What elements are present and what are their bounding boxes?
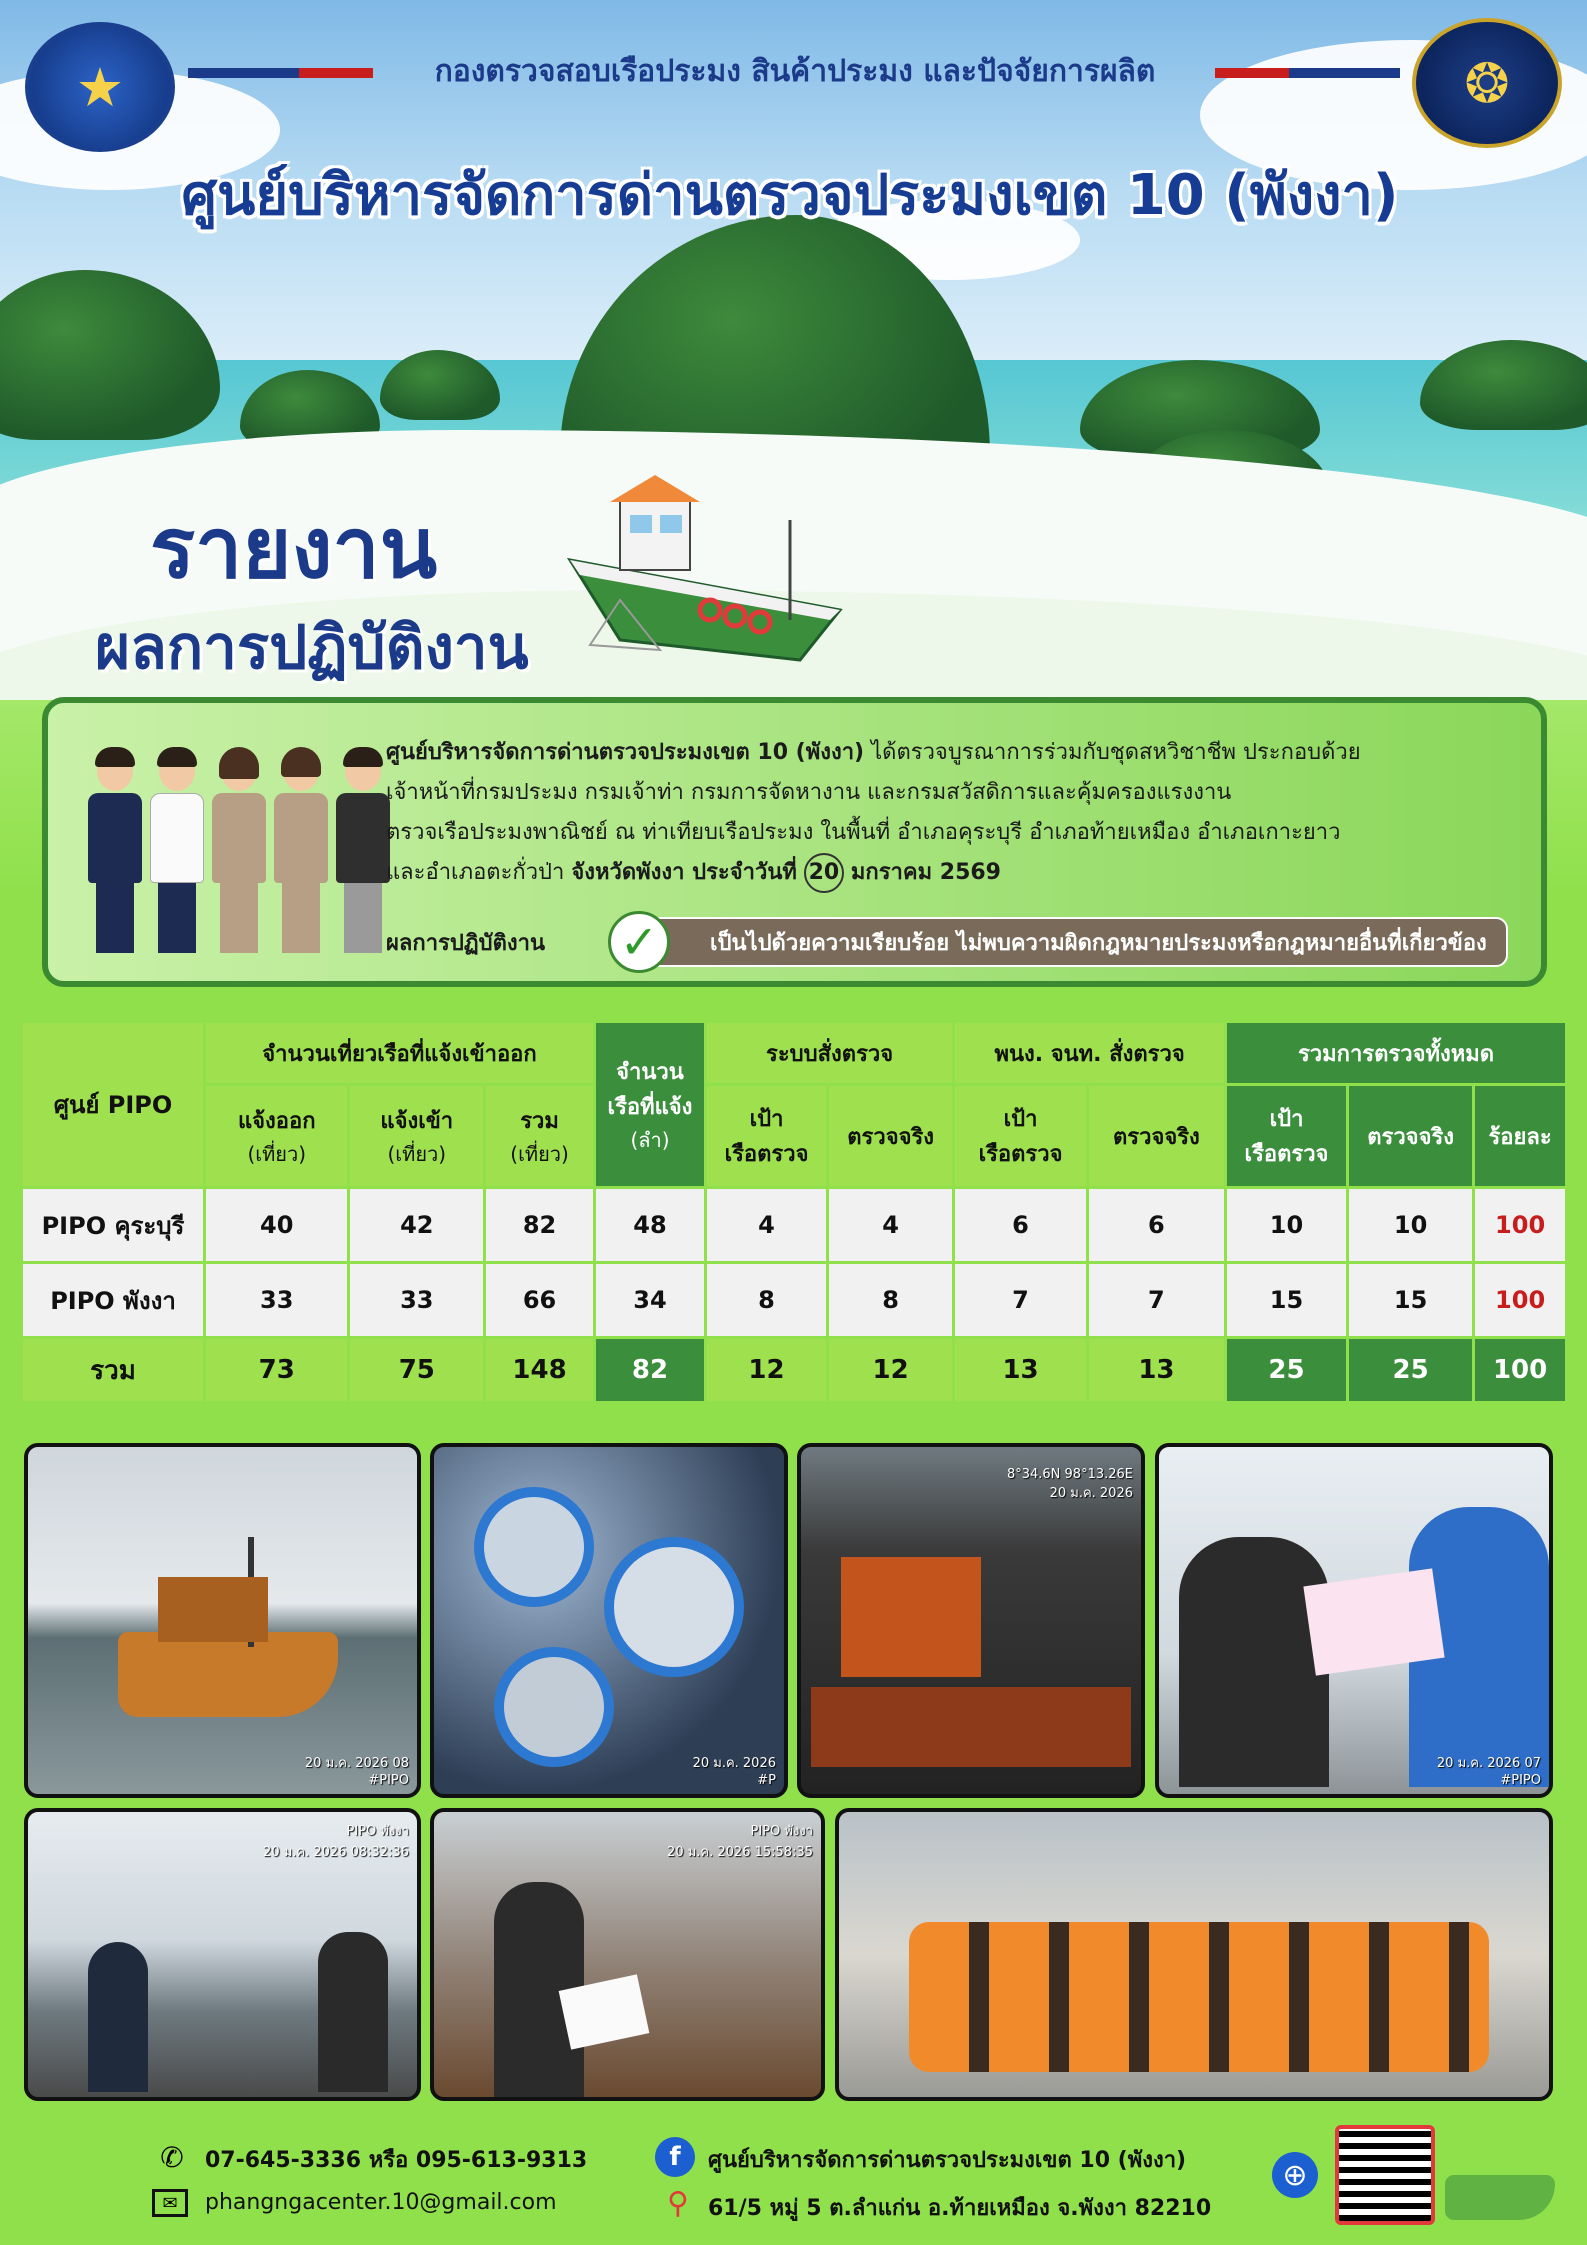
facebook-page[interactable]: ศูนย์บริหารจัดการด่านตรวจประมงเขต 10 (พังงา) [708, 2148, 1187, 2173]
table-total-row: รวม 73 75 148 82 12 12 13 13 25 25 100 [23, 1339, 1565, 1401]
header-scene [0, 0, 1587, 700]
globe-icon[interactable]: ⊕ [1272, 2152, 1318, 2198]
report-subtitle: ผลการปฏิบัติงาน [95, 613, 529, 683]
col-off-actual: ตรวจจริง [1089, 1086, 1224, 1186]
report-title: รายงาน [150, 498, 438, 597]
checkmark-icon: ✓ [608, 911, 670, 973]
multidisciplinary-team-illustration [88, 753, 408, 953]
photo-timestamp: 20 ม.ค. 2026 07 [1436, 1756, 1541, 1771]
photo-tag: 20 ม.ค. 2026 08:32:36 [263, 1845, 409, 1860]
inspection-stats-table [20, 1020, 1568, 1404]
person-figure [150, 751, 204, 953]
photo-timestamp: 20 ม.ค. 2026 08 [304, 1756, 409, 1771]
province-date: จังหวัดพังงา ประจำวันที่ [571, 860, 797, 885]
photo-tag: 20 ม.ค. 2026 [1049, 1486, 1133, 1501]
col-off-target: เป้า เรือตรวจ [955, 1086, 1086, 1186]
col-total: รวม (เที่ยว) [486, 1086, 593, 1186]
photo-timestamp: PIPO พังงา [750, 1824, 813, 1839]
photo-fish-baskets [430, 1443, 788, 1798]
col-center: ศูนย์ PIPO [23, 1023, 203, 1186]
info-box [42, 697, 1547, 987]
col-sys-actual: ตรวจจริง [829, 1086, 952, 1186]
photo-timestamp: 8°34.6N 98°13.26E [1006, 1467, 1133, 1482]
result-text: เป็นไปด้วยความเรียบร้อย ไม่พบความผิดกฎหมายประมงหรือกฎหมายอื่นที่เกี่ยวข้อง [648, 917, 1508, 967]
info-line1: ได้ตรวจบูรณาการร่วมกับชุดสหวิชาชีพ ประกอบด้วย [864, 740, 1361, 765]
divider-right [1215, 68, 1400, 78]
col-all: รวมการตรวจทั้งหมด [1227, 1023, 1565, 1083]
org-name: ศูนย์บริหารจัดการด่านตรวจประมงเขต 10 (พังงา) [386, 740, 865, 765]
qr-code-icon[interactable] [1335, 2125, 1435, 2225]
photo-tag: 20 ม.ค. 2026 15:58:35 [667, 1845, 813, 1860]
boat-watermark [1445, 2175, 1555, 2220]
location-pin-icon: ⚲ [667, 2185, 689, 2221]
divider-left [188, 68, 373, 78]
info-line4: และอำเภอตะกั่วป่า [386, 860, 572, 885]
photo-crew-lifejackets [835, 1808, 1553, 2101]
table-row: PIPO พังงา 33 33 66 34 8 8 7 7 15 15 100 [23, 1264, 1565, 1336]
fishery-inspection-badge-icon: ★ [25, 22, 175, 152]
result-label: ผลการปฏิบัติงาน [386, 931, 545, 956]
photo-document-check [1155, 1443, 1553, 1798]
person-figure [212, 751, 266, 953]
person-figure [274, 751, 328, 953]
email-icon: ✉ [152, 2189, 188, 2217]
col-officer: พนง. จนท. สั่งตรวจ [955, 1023, 1224, 1083]
photo-tag: #PIPO [1500, 1773, 1541, 1788]
day-circle: 20 [804, 853, 844, 893]
col-sys-target: เป้า เรือตรวจ [707, 1086, 826, 1186]
center-title: ศูนย์บริหารจัดการด่านตรวจประมงเขต 10 (พังงา) [181, 163, 1399, 228]
department-name: กองตรวจสอบเรือประมง สินค้าประมง และปัจจัยการผลิต [434, 54, 1156, 89]
email-address[interactable]: phangngacenter.10@gmail.com [205, 2190, 557, 2215]
col-boats: จำนวน เรือที่แจ้ง (ลำ) [596, 1023, 704, 1186]
photo-fishing-boat [24, 1443, 421, 1798]
person-figure [336, 751, 390, 953]
info-description [386, 733, 1536, 893]
facebook-icon: f [655, 2137, 695, 2177]
info-line2: เจ้าหน้าที่กรมประมง กรมเจ้าท่า กรมการจัดหางาน และกรมสวัสดิการและคุ้มครองแรงงาน [386, 780, 1232, 805]
photo-timestamp: PIPO พังงา [346, 1824, 409, 1839]
photo-pier-inspection [24, 1808, 421, 2101]
col-all-actual: ตรวจจริง [1349, 1086, 1472, 1186]
col-out: แจ้งออก (เที่ยว) [206, 1086, 347, 1186]
info-line3: ตรวจเรือประมงพาณิชย์ ณ ท่าเทียบเรือประมง ในพื้นที่ อำเภอคุระบุรี อำเภอท้ายเหมือง อำเภอเกาะยาว [386, 820, 1341, 845]
col-trips: จำนวนเที่ยวเรือที่แจ้งเข้าออก [206, 1023, 593, 1083]
photo-timestamp: 20 ม.ค. 2026 [692, 1756, 776, 1771]
photo-tag: #PIPO [368, 1773, 409, 1788]
photo-tag: #P [757, 1773, 776, 1788]
table-row: PIPO คุระบุรี 40 42 82 48 4 4 6 6 10 10 100 [23, 1189, 1565, 1261]
col-system: ระบบสั่งตรวจ [707, 1023, 952, 1083]
person-figure [88, 751, 142, 953]
col-in: แจ้งเข้า (เที่ยว) [350, 1086, 483, 1186]
col-all-target: เป้า เรือตรวจ [1227, 1086, 1346, 1186]
phone-number[interactable]: 07-645-3336 หรือ 095-613-9313 [205, 2148, 588, 2173]
month-year: มกราคม 2569 [850, 860, 1001, 885]
phone-icon: ✆ [160, 2140, 184, 2174]
photo-paperwork [430, 1808, 825, 2101]
address: 61/5 หมู่ 5 ต.ลำแก่น อ.ท้ายเหมือง จ.พังงา 82210 [708, 2196, 1212, 2221]
department-of-fisheries-seal-icon: ❂ [1412, 18, 1562, 148]
fishing-boat-illustration [560, 470, 860, 670]
photo-hold-inspection [797, 1443, 1145, 1798]
col-percent: ร้อยละ [1475, 1086, 1565, 1186]
